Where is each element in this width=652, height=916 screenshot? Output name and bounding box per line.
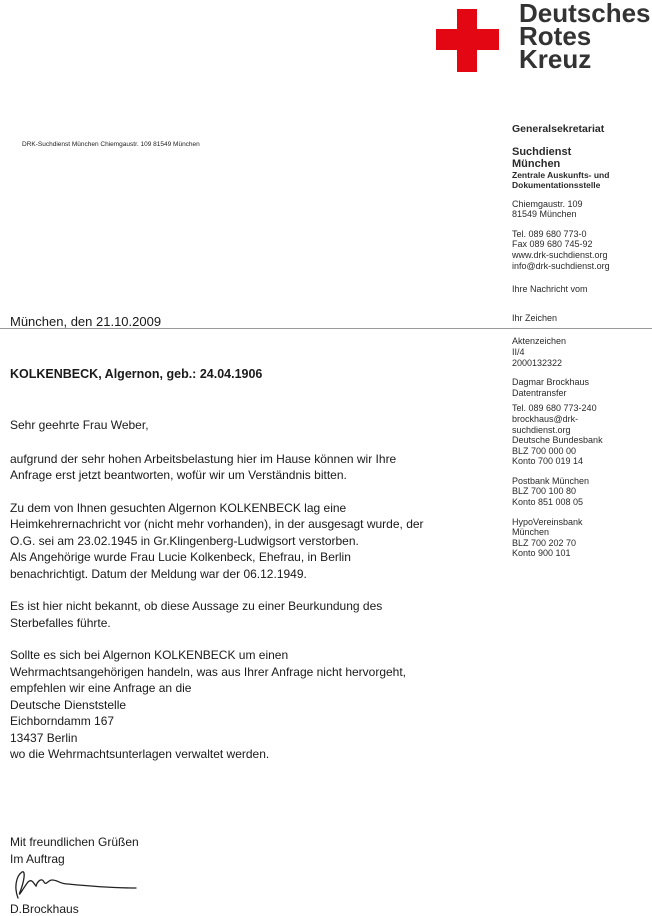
closing-greeting: Mit freundlichen Grüßen bbox=[10, 835, 139, 849]
paragraph-line: Zu dem von Ihnen gesuchten Algernon KOLKENBECK lag eine bbox=[10, 500, 347, 515]
sidebar-contact-tel: Tel. 089 680 773-240 bbox=[512, 403, 597, 414]
sidebar-bank2-konto: Konto 851 008 05 bbox=[512, 497, 584, 508]
sidebar-contact-name: Dagmar Brockhaus bbox=[512, 377, 590, 388]
paragraph-line: Als Angehörige wurde Frau Lucie Kolkenbeck, Ehefrau, in Berlin bbox=[10, 550, 351, 564]
sidebar-email: info@drk-suchdienst.org bbox=[512, 260, 610, 271]
paragraph-2 bbox=[10, 500, 500, 583]
paragraph-line: wo die Wehrmachtsunterlagen verwaltet werden. bbox=[10, 747, 270, 761]
paragraph-line: empfehlen wir eine Anfrage an die bbox=[10, 681, 192, 695]
paragraph-line: benachrichtigt. Datum der Meldung war der 06.12.1949. bbox=[10, 566, 307, 581]
sidebar-bank3-konto: Konto 900 101 bbox=[512, 548, 571, 559]
sidebar-web: www.drk-suchdienst.org bbox=[512, 249, 608, 260]
closing-block bbox=[10, 834, 139, 867]
organization-name bbox=[519, 0, 651, 74]
sidebar-zentrale-1: Zentrale Auskunfts- und bbox=[512, 169, 610, 180]
sidebar-bank3-city: München bbox=[512, 527, 550, 538]
sidebar-contact-email-2: suchdienst.org bbox=[512, 424, 571, 435]
sidebar-bank3-name: HypoVereinsbank bbox=[512, 516, 583, 527]
paragraph-line: Anfrage erst jetzt beantworten, wofür wir um Verständnis bitten. bbox=[10, 468, 347, 482]
handwritten-signature bbox=[8, 868, 138, 904]
salutation: Sehr geehrte Frau Weber, bbox=[10, 418, 149, 432]
paragraph-4 bbox=[10, 647, 500, 763]
paragraph-line: aufgrund der sehr hohen Arbeitsbelastung hier im Hause können wir Ihre bbox=[10, 451, 397, 466]
paragraph-1 bbox=[10, 451, 500, 484]
sidebar-city: 81549 München bbox=[512, 209, 577, 220]
letter-date: München, den 21.10.2009 bbox=[10, 314, 162, 329]
sidebar-ihre-nachricht: Ihre Nachricht vom bbox=[512, 284, 588, 295]
closing-im-auftrag: Im Auftrag bbox=[10, 851, 65, 866]
sidebar-tel: Tel. 089 680 773-0 bbox=[512, 228, 587, 239]
sidebar-aktenzeichen: Aktenzeichen bbox=[512, 336, 567, 347]
paragraph-line: Deutsche Dienststelle bbox=[10, 697, 127, 712]
sidebar-fax: Fax 089 680 745-92 bbox=[512, 239, 593, 250]
sidebar-zentrale-2: Dokumentationsstelle bbox=[512, 179, 601, 190]
signer-name: D.Brockhaus bbox=[10, 902, 79, 916]
sidebar-bank3-blz: BLZ 700 202 70 bbox=[512, 537, 577, 548]
sidebar-bank1-name: Deutsche Bundesbank bbox=[512, 435, 603, 446]
sidebar-bank1-konto: Konto 700 019 14 bbox=[512, 456, 584, 467]
sidebar-info bbox=[512, 124, 650, 559]
sidebar-suchdienst: Suchdienst bbox=[512, 145, 572, 158]
paragraph-3 bbox=[10, 598, 500, 631]
sidebar-bank2-blz: BLZ 700 100 80 bbox=[512, 486, 577, 497]
letter-body bbox=[10, 417, 500, 779]
sidebar-contact-email-1: brockhaus@drk- bbox=[512, 413, 579, 424]
org-name-line-1: Deutsches bbox=[519, 0, 651, 28]
letter-subject: KOLKENBECK, Algernon, geb.: 24.04.1906 bbox=[10, 367, 263, 381]
sidebar-az-1: II/4 bbox=[512, 346, 525, 357]
paragraph-line: Sollte es sich bei Algernon KOLKENBECK um einen bbox=[10, 648, 289, 662]
sidebar-street: Chiemgaustr. 109 bbox=[512, 198, 583, 209]
sidebar-bank1-blz: BLZ 700 000 00 bbox=[512, 445, 577, 456]
paragraph-line: Wehrmachtsangehörigen handeln, was aus Ihrer Anfrage nicht hervorgeht, bbox=[10, 664, 407, 679]
sidebar-bank2-name: Postbank München bbox=[512, 475, 590, 486]
sidebar-az-2: 2000132322 bbox=[512, 357, 563, 368]
paragraph-line: Es ist hier nicht bekannt, ob diese Aussage zu einer Beurkundung des bbox=[10, 599, 383, 613]
sidebar-ihr-zeichen: Ihr Zeichen bbox=[512, 312, 558, 323]
paragraph-line: Eichborndamm 167 bbox=[10, 714, 115, 728]
paragraph-line: Heimkehrernachricht vor (nicht mehr vorhanden), in der ausgesagt wurde, der bbox=[10, 517, 424, 531]
sidebar-generalsekretariat: Generalsekretariat bbox=[512, 123, 605, 135]
cross-horizontal-bar bbox=[436, 29, 499, 50]
org-name-line-2: Rotes bbox=[519, 21, 592, 51]
redacted-address-block bbox=[12, 167, 120, 249]
org-name-line-3: Kreuz bbox=[519, 44, 592, 74]
sender-line: DRK-Suchdienst München Chiemgaustr. 109 81549 München bbox=[22, 141, 200, 148]
sidebar-muenchen: München bbox=[512, 157, 561, 170]
paragraph-line: 13437 Berlin bbox=[10, 730, 78, 745]
paragraph-line: Sterbefalles führte. bbox=[10, 615, 111, 630]
sidebar-contact-dept: Datentransfer bbox=[512, 387, 567, 398]
paragraph-line: O.G. sei am 23.02.1945 in Gr.Klingenberg-Ludwigsort verstorben. bbox=[10, 533, 359, 548]
